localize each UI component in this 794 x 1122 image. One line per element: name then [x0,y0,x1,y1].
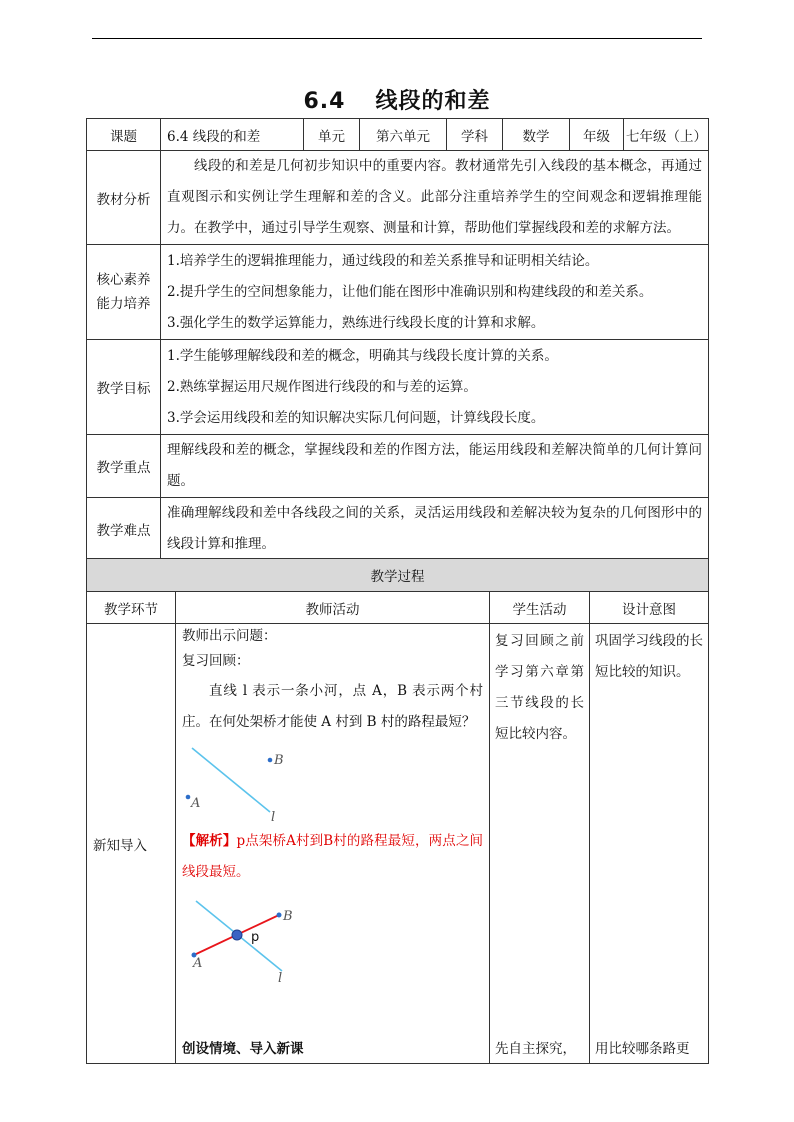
goal-item: 2.熟练掌握运用尺规作图进行线段的和与差的运算。 [167,378,477,395]
river-line-l [192,748,270,812]
goal-item: 3.学会运用线段和差的知识解决实际几何问题，计算线段长度。 [167,409,545,426]
column-stage: 教学环节 [87,592,176,624]
difficulty-label: 教学难点 [87,498,161,561]
literacy-label [87,245,161,340]
label-a: A [191,796,201,811]
student-cell [490,624,590,1064]
analysis-label: 教材分析 [87,151,161,245]
analysis-body: p点架桥A村到B村的路程最短，两点之间线段最短。 [182,833,484,880]
point-b [277,913,282,918]
course-value: 6.4 线段的和差 [161,119,304,151]
teacher-line1: 教师出示问题： [182,628,277,644]
difficulty-text: 准确理解线段和差中各线段之间的关系，灵活运用线段和差解决较为复杂的几何图形中的线段计算和推理。 [161,498,709,561]
student-text: 复习回顾之前学习第六章第三节线段的长短比较内容。 [495,633,584,742]
label-l: l [278,971,283,984]
point-p [232,930,242,940]
intent-text: 巩固学习线段的长短比较的知识。 [595,633,703,680]
process-columns-row [87,592,709,624]
literacy-items [161,245,709,340]
teacher-cell [176,624,490,1064]
key-point-row [87,435,709,498]
column-student: 学生活动 [490,592,590,624]
intent-footer: 用比较哪条路更 [595,1041,690,1057]
literacy-label-line1: 核心素养 [96,272,151,288]
label-b: B [283,909,293,924]
analysis-tag: 【解析】 [182,833,237,849]
title-number: 6.4 [303,89,346,114]
point-b [268,758,273,763]
point-a [186,795,191,800]
process-content-row [87,624,709,1064]
analysis-row [87,151,709,245]
lesson-info-table [86,118,709,561]
teacher-footer: 创设情境、导入新课 [182,1041,304,1057]
goals-label: 教学目标 [87,340,161,435]
page-title [0,84,794,115]
literacy-row [87,245,709,340]
difficulty-row [87,498,709,561]
header-row [87,119,709,151]
goal-item: 1.学生能够理解线段和差的概念，明确其与线段长度计算的关系。 [167,347,558,364]
unit-value: 第六单元 [360,119,447,151]
column-teacher: 教师活动 [176,592,490,624]
figure-river-villages [182,744,312,824]
process-table [86,558,709,1064]
label-unit: 单元 [304,119,360,151]
analysis-text: 线段的和差是几何初步知识中的重要内容。教材通常先引入线段的基本概念，再通过直观图示和实例让学生理解和差的含义。此部分注重培养学生的空间观念和逻辑推理能力。在教学中，通过引导学生观察、测量和计算，帮助他们掌握线段和差的求解方法。 [161,151,709,245]
literacy-item: 3.强化学生的数学运算能力，熟练进行线段长度的计算和求解。 [167,314,545,331]
student-footer: 先自主探究， [495,1041,576,1057]
teacher-analysis [182,826,483,888]
grade-value: 七年级（上） [624,119,709,151]
stage-cell: 新知导入 [87,624,176,1064]
teacher-question: 直线 l 表示一条小河，点 A，B 表示两个村庄。在何处架桥才能使 A 村到 B 村的路程最短？ [182,683,483,730]
teacher-line2: 复习回顾： [182,653,250,669]
goals-row [87,340,709,435]
literacy-item: 1.培养学生的逻辑推理能力，通过线段的和差关系推导和证明相关结论。 [167,252,599,269]
subject-value: 数学 [503,119,570,151]
label-course: 课题 [87,119,161,151]
title-text: 线段的和差 [375,89,491,114]
label-grade: 年级 [570,119,624,151]
process-header-row [87,559,709,592]
label-subject: 学科 [447,119,503,151]
figure-bridge-point [182,898,312,984]
literacy-item: 2.提升学生的空间想象能力，让他们能在图形中准确识别和构建线段的和差关系。 [167,283,653,300]
column-intent: 设计意图 [590,592,709,624]
header-rule [92,38,702,39]
label-b: B [274,753,284,768]
literacy-label-line2: 能力培养 [96,296,151,312]
key-point-text: 理解线段和差的概念，掌握线段和差的作图方法，能运用线段和差解决简单的几何计算问题。 [161,435,709,498]
label-a: A [193,956,203,971]
label-p: p [251,930,260,945]
intent-cell [590,624,709,1064]
key-point-label: 教学重点 [87,435,161,498]
label-l: l [271,810,276,824]
goals-items [161,340,709,435]
process-header: 教学过程 [87,559,709,592]
